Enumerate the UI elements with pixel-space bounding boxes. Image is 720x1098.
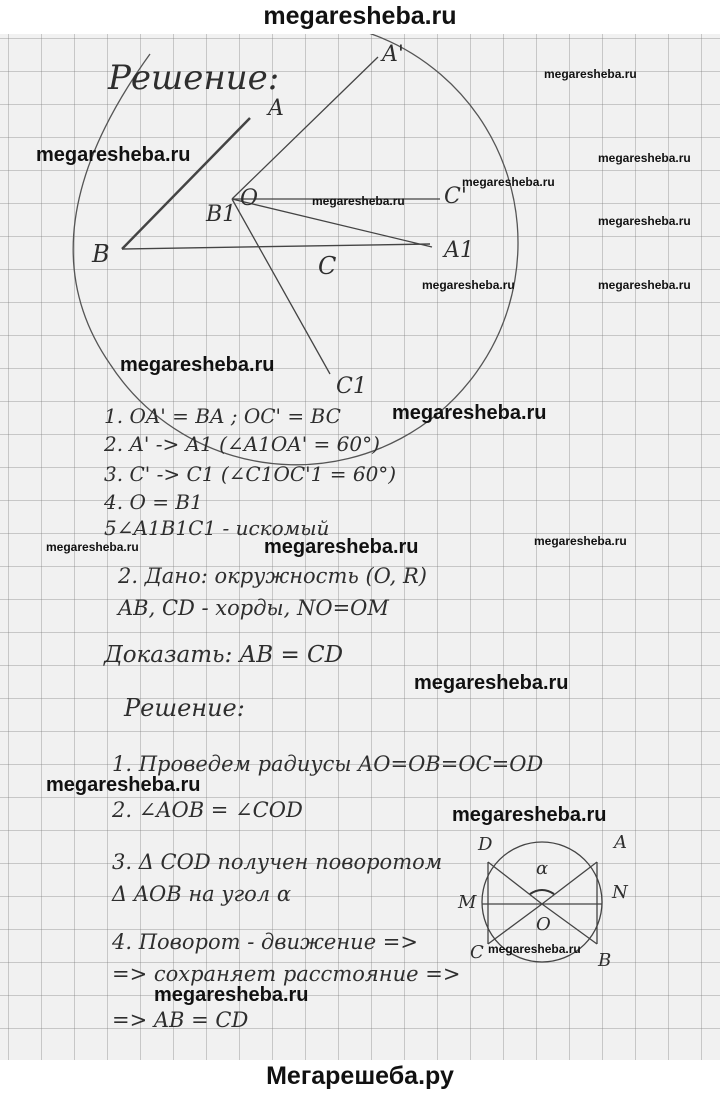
label-A: A [268, 96, 284, 121]
label2-M: M [458, 892, 477, 913]
problem2-step-4b: => сохраняет расстояние => [112, 962, 461, 986]
watermark: megaresheba.ru [452, 804, 607, 826]
watermark: megaresheba.ru [488, 942, 581, 956]
label-B: B [92, 240, 110, 268]
watermark: megaresheba.ru [392, 402, 547, 424]
watermark: megaresheba.ru [414, 672, 569, 694]
site-header[interactable]: megaresheba.ru [263, 2, 457, 30]
notebook-page [0, 34, 720, 1060]
label-C-prime: C' [444, 184, 467, 209]
watermark: megaresheba.ru [264, 536, 419, 558]
problem2-given-line1: 2. Дано: окружность (O, R) [118, 564, 428, 588]
site-footer[interactable]: Мегарешеба.ру [266, 1062, 454, 1090]
watermark: megaresheba.ru [46, 540, 139, 554]
label-C1: C1 [336, 374, 367, 399]
solution1-step-1: 1. OA' = BA ; OC' = BC [104, 404, 341, 428]
label2-C: C [470, 942, 484, 963]
angle-alpha-arc [530, 890, 554, 894]
problem2-given-line2: AB, CD - хорды, NO=OM [118, 596, 389, 620]
solution1-step-2: 2. A' -> A1 (∠A1OA' = 60°) [104, 432, 380, 456]
watermark: megaresheba.ru [598, 278, 691, 292]
problem2-prove: Доказать: AB = CD [104, 642, 344, 668]
radius-OD [488, 862, 542, 904]
label-C: C [318, 252, 337, 280]
watermark: megaresheba.ru [598, 151, 691, 165]
label2-B: B [598, 950, 612, 971]
radius-OC [488, 904, 542, 944]
problem2-step-3b: Δ AOB на угол α [112, 882, 292, 906]
watermark: megaresheba.ru [154, 984, 309, 1006]
label-B1: B1 [206, 202, 237, 227]
watermark: megaresheba.ru [36, 144, 191, 166]
watermark: megaresheba.ru [312, 194, 405, 208]
label-A1: A1 [444, 238, 474, 263]
watermark: megaresheba.ru [462, 175, 555, 189]
watermark: megaresheba.ru [120, 354, 275, 376]
label2-A: A [614, 832, 627, 853]
radius-OA [542, 862, 597, 904]
label2-O: O [536, 914, 551, 935]
watermark: megaresheba.ru [544, 67, 637, 81]
label-O: O [240, 186, 259, 211]
label2-alpha: α [536, 858, 549, 879]
solution1-heading: Решение: [108, 58, 280, 98]
watermark: megaresheba.ru [598, 214, 691, 228]
watermark: megaresheba.ru [46, 774, 201, 796]
solution1-step-3: 3. C' -> C1 (∠C1OC'1 = 60°) [104, 462, 397, 486]
problem2-step-2: 2. ∠AOB = ∠COD [112, 798, 303, 822]
solution1-step-4: 4. O = B1 [104, 490, 203, 514]
label2-N: N [612, 882, 628, 903]
problem2-heading: Решение: [124, 694, 245, 722]
problem2-step-1: 1. Проведем радиусы AO=OB=OC=OD [112, 752, 544, 776]
watermark: megaresheba.ru [534, 534, 627, 548]
solution1-step-5: 5∠A1B1C1 - искомый [104, 516, 330, 540]
problem2-step-4c: => AB = CD [112, 1008, 249, 1032]
label2-D: D [478, 834, 493, 855]
problem2-step-3a: 3. Δ COD получен поворотом [112, 850, 443, 874]
problem2-step-4a: 4. Поворот - движение => [112, 930, 418, 954]
label-A-prime: A' [382, 42, 404, 67]
watermark: megaresheba.ru [422, 278, 515, 292]
